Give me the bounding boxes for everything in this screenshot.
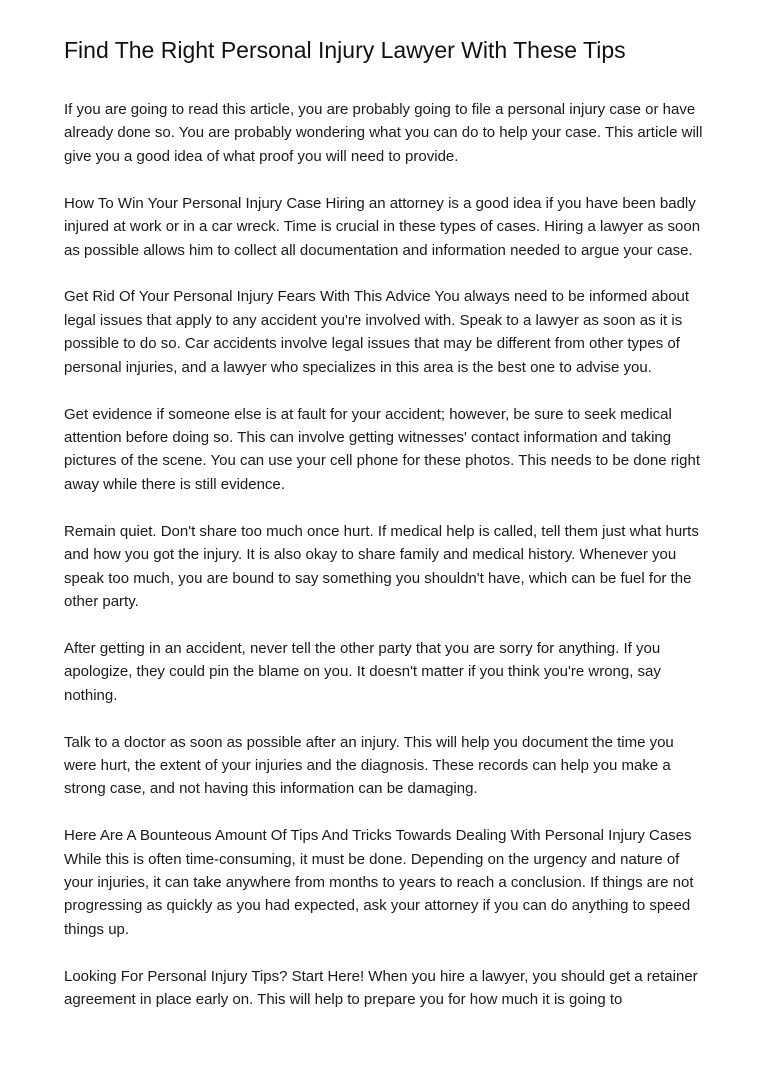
paragraph: Get Rid Of Your Personal Injury Fears With This Advice You always need to be informed about legal issues that apply to any accident you're involved with. Speak to a lawyer as soon as it is possible to do so. Car accidents involve legal issues that may be different from other types of personal injuries, and a lawyer who specializes in this area is the best one to advise you. bbox=[64, 288, 690, 376]
paragraph: Looking For Personal Injury Tips? Start Here! When you hire a lawyer, you should get a retainer agreement in place early on. This will help to prepare you for how much it is going to bbox=[64, 967, 698, 1009]
paragraph: After getting in an accident, never tell the other party that you are sorry for anything. If you apologize, they could pin the blame on you. It doesn't matter if you think you're wrong, say nothing. bbox=[64, 639, 661, 704]
paragraph: Here Are A Bounteous Amount Of Tips And Tricks Towards Dealing With Personal Injury Cases While this is often time-consuming, it must be done. Depending on the urgency and nature of your injuries, it can take anywhere from months to years to reach a conclusion. If things are not progressing as quickly as you had expected, ask your attorney if you can do anything to speed things up. bbox=[64, 827, 694, 938]
paragraph: Get evidence if someone else is at fault for your accident; however, be sure to seek medical attention before doing so. This can involve getting witnesses' contact information and taking pictures of the scene. You can use your cell phone for these photos. This needs to be done right away while there is still evidence. bbox=[64, 405, 700, 493]
paragraph: How To Win Your Personal Injury Case Hiring an attorney is a good idea if you have been badly injured at work or in a car wreck. Time is crucial in these types of cases. Hiring a lawyer as soon as possible allows him to collect all documentation and information needed to argue your case. bbox=[64, 194, 701, 259]
document-title: Find The Right Personal Injury Lawyer With These Tips bbox=[64, 37, 626, 63]
paragraph: If you are going to read this article, you are probably going to file a personal injury case or have already done so. You are probably wondering what you can do to help your case. This article will give you a good idea of what proof you will need to provide. bbox=[64, 101, 703, 165]
paragraph: Talk to a doctor as soon as possible after an injury. This will help you document the time you were hurt, the extent of your injuries and the diagnosis. These records can help you make a strong case, and not having this information can be damaging. bbox=[64, 733, 674, 798]
paragraph: Remain quiet. Don't share too much once hurt. If medical help is called, tell them just what hurts and how you got the injury. It is also okay to share family and medical history. Whenever you speak too much, you are bound to say something you shouldn't have, which can be fuel for the other party. bbox=[64, 522, 699, 610]
